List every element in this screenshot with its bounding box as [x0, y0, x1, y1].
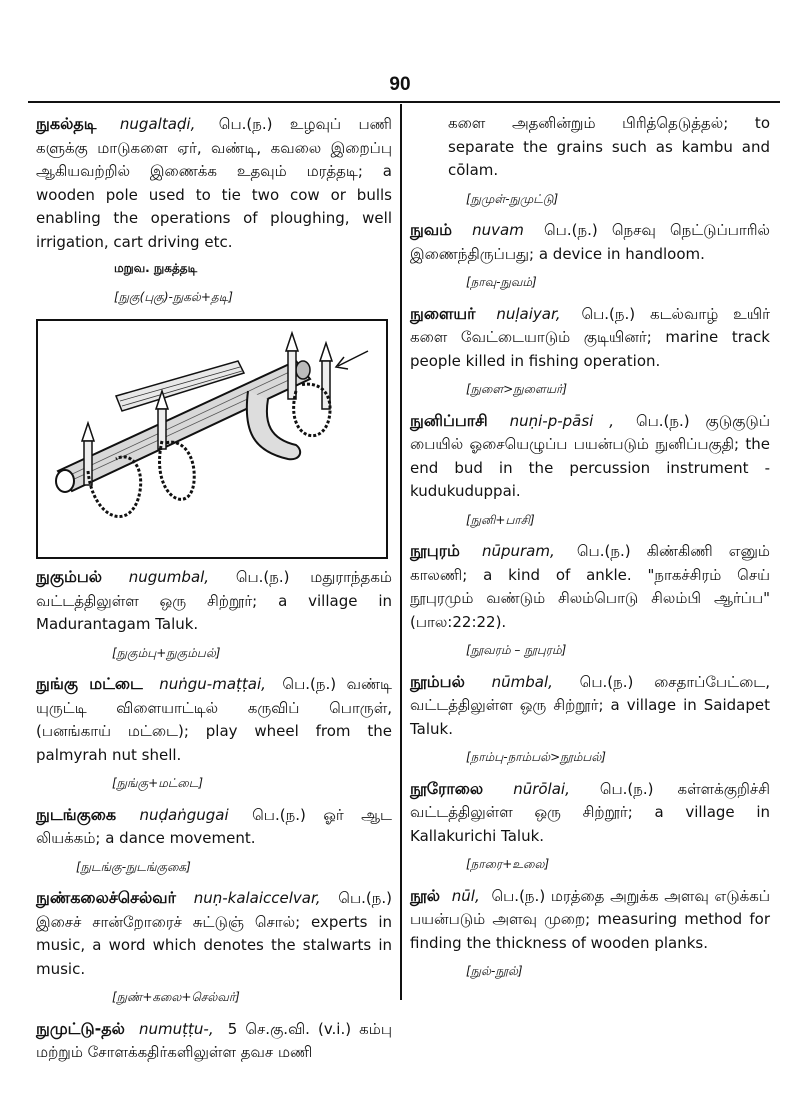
dictionary-entry	[36, 672, 392, 796]
definition: களை அதனின்றும் பிரித்தெடுத்தல்; to separate the grains such as kambu and cōlam.	[448, 114, 770, 179]
etymology: [நாரை+உலை]	[466, 857, 550, 871]
illustration-yoke	[36, 319, 388, 559]
headword: நுகும்பல்	[36, 567, 103, 586]
dictionary-entry	[410, 777, 770, 877]
peg-left	[82, 423, 94, 485]
definition: பெ.(ந.) சைதாப்பேட்டை, வட்டத்திலுள்ள ஒரு சிற்றூர்; a village in Saidapet Taluk.	[410, 672, 770, 738]
synonym-note: மறுவ. நுகத்தடி	[114, 261, 198, 275]
etymology: [நுளை>நுளையர்]	[466, 382, 568, 396]
definition: பெ.(ந.) மரத்தை அறுக்க அளவு எடுக்கப் பயன்படும் அளவு முறை; measuring method for finding the thickness of wooden planks.	[410, 886, 770, 952]
definition: பெ.(ந.) கள்ளக்குறிச்சி வட்டத்திலுள்ள ஒரு சிற்றூர்; a village in Kallakurichi Taluk.	[410, 779, 770, 845]
dictionary-entry-continued	[410, 112, 770, 211]
column-divider	[400, 104, 402, 1000]
transliteration: nuḷaiyar,	[496, 304, 561, 323]
headword: நுண்கலைச்செல்வர்	[36, 888, 176, 907]
definition: பெ.(ந.) வண்டி யுருட்டி விளையாட்டில் கருவிப் பொருள், (பனங்காய் மட்டை); play wheel from the palmyrah nut shell.	[36, 675, 392, 764]
transliteration: nuṅgu-maṭṭai,	[159, 675, 266, 693]
transliteration: nugumbal,	[128, 568, 210, 586]
headword: நூரோலை	[410, 778, 484, 798]
page-number: 90	[389, 74, 411, 95]
headword: நுங்கு மட்டை	[36, 674, 143, 693]
dictionary-entry	[410, 302, 770, 402]
dictionary-entry	[36, 886, 392, 1010]
top-rule	[28, 101, 780, 103]
etymology: [நுங்கு+மட்டை]	[112, 776, 204, 790]
right-column	[410, 112, 770, 991]
headword: நூபுரம்	[410, 541, 460, 560]
headword: நுடங்குகை	[36, 804, 117, 824]
etymology: [நுடங்கு-நுடங்குகை]	[76, 859, 191, 874]
headword: நுகல்தடி	[36, 114, 97, 133]
headword: நுளையர்	[410, 303, 476, 323]
definition: பெ.(ந.) ஓர் ஆட லியக்கம்; a dance movement.	[36, 805, 392, 847]
transliteration: nūrōlai,	[513, 779, 570, 798]
dictionary-entry	[410, 670, 770, 770]
headword: நுனிப்பாசி	[410, 410, 488, 430]
dictionary-entry	[410, 218, 770, 295]
headword: நூம்பல்	[410, 671, 465, 691]
transliteration: nuṇ-kalaiccelvar,	[193, 889, 321, 907]
transliteration: nuvam	[472, 221, 524, 239]
transliteration: nūl,	[451, 886, 480, 905]
transliteration: nūpuram,	[481, 542, 555, 560]
etymology: [நுண்+கலை+செல்வர்]	[112, 990, 240, 1004]
yoke-illustration	[38, 321, 386, 557]
headword: நுமுட்டு-தல்	[36, 1018, 125, 1038]
transliteration: nuḍaṅgugai	[139, 805, 229, 824]
transliteration: nūmbal,	[491, 672, 553, 691]
dictionary-entry	[410, 539, 770, 663]
etymology: [நாவு-நுவம்]	[466, 275, 537, 289]
dictionary-entry	[36, 1017, 392, 1065]
dictionary-entry	[410, 884, 770, 984]
transliteration: nuṇi-p-pāsi ,	[509, 411, 615, 430]
headword: நுவம்	[410, 220, 453, 239]
definition: பெ.(ந.) குடுகுடுப் பையில் ஓசையெழுப்ப பயன்படும் நுனிப்பகுதி; the end bud in the percussion instrument - kudukuduppai.	[410, 411, 770, 500]
etymology: [நாம்பு-நாம்பல்>நூம்பல்]	[466, 750, 606, 764]
definition: பெ.(ந.) கடல்வாழ் உயிர் களை வேட்டையாடும் குடியினர்; marine track people killed in fishing operation.	[410, 304, 770, 370]
definition: பெ.(ந.) உழவுப் பணி களுக்கு மாடுகளை ஏர், வண்டி, கவலை இறைப்பு ஆகியவற்றில் இணைக்க உதவும் மரத்தடி; a wooden pole used to tie two cow or bulls enabling the operations of ploughing, well irrigation, cart driving etc.	[36, 115, 392, 251]
definition: பெ.(ந.) நெசவு நெட்டுப்பாரில் இணைந்திருப்பது; a device in handloom.	[410, 221, 770, 263]
etymology: [நுல்-நூல்]	[466, 964, 523, 978]
dictionary-entry	[410, 409, 770, 533]
arrow-indicator	[336, 351, 368, 369]
headword: நூல்	[410, 885, 441, 905]
dictionary-entry	[36, 803, 392, 880]
transliteration: nugaltaḍi,	[119, 115, 196, 133]
dictionary-entry	[36, 112, 392, 309]
definition: பெ.(ந.) மதுராந்தகம் வட்டத்திலுள்ள ஒரு சிற்றூர்; a village in Madurantagam Taluk.	[36, 568, 392, 633]
dictionary-entry	[36, 565, 392, 665]
definition: பெ.(ந.) இசைச் சான்றோரைச் சுட்டுஞ் சொல்; experts in music, a word which denotes the stalwarts in music.	[36, 889, 392, 978]
transliteration: numuṭṭu-,	[139, 1019, 214, 1038]
definition: பெ.(ந.) கிண்கிணி எனும் காலணி; a kind of ankle. "நாகச்சிரம் செய் நூபுரமும் வண்டும் சிலம்பொடு சிலம்பி ஆர்ப்ப" (பால:22:22).	[410, 542, 770, 631]
definition: 5 செ.கு.வி. (v.i.) கம்பு மற்றும் சோளக்கதிர்களிலுள்ள தவச மணி	[36, 1019, 392, 1061]
left-column	[36, 112, 392, 1065]
etymology: [நுனி+பாசி]	[466, 512, 535, 527]
etymology: [நுகும்பு+நுகும்பல்]	[112, 645, 221, 660]
etymology: [நுகு(புகு)-நுகல்+தடி]	[114, 289, 233, 304]
etymology: [நுமுள்-நுமுட்டு]	[466, 191, 559, 206]
etymology: [நூவரம் – நூபுரம்]	[466, 643, 567, 657]
